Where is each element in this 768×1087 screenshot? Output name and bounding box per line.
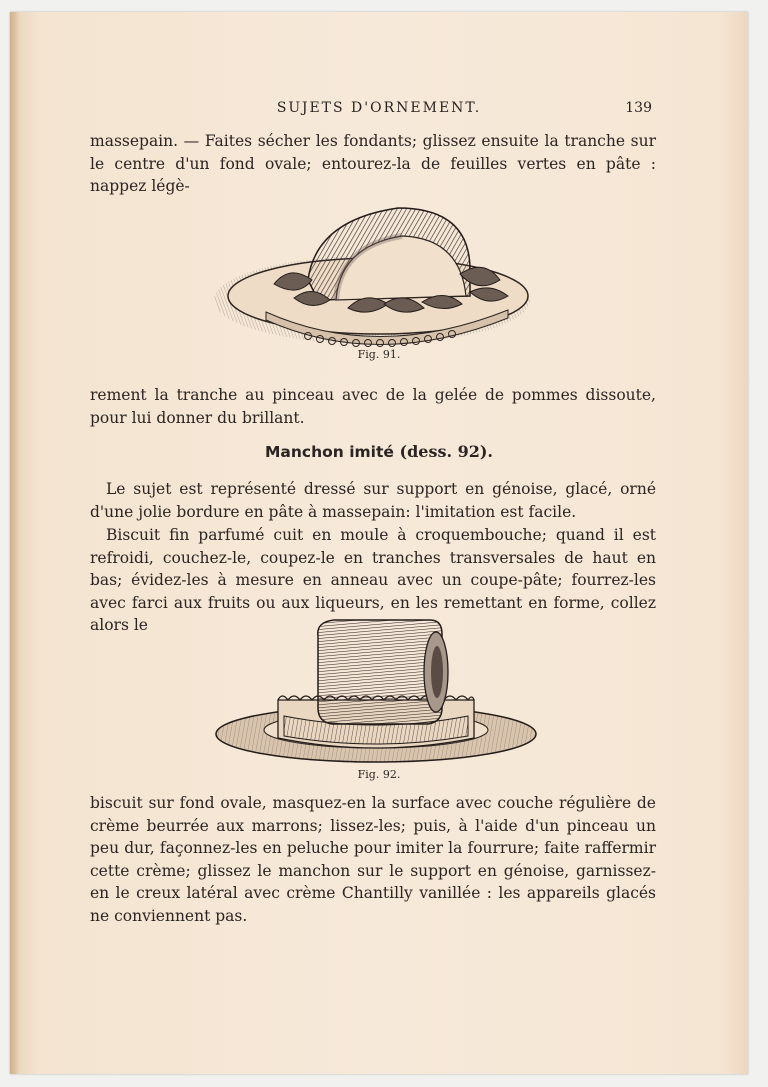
section-title: Manchon imité <box>265 443 394 461</box>
figure-92-caption: Fig. 92. <box>357 768 401 781</box>
paragraph-method: Biscuit fin parfumé cuit en moule à croquembouche; quand il est refroidi, couchez-le, coupez-le en tranches transversales de haut en bas; évidez-les à mesure en anneau avec un coupe-pâte; fourrez-les avec farci aux fruits ou aux liqueurs, en les remettant en forme, collez alors le <box>90 526 656 635</box>
page-spine-shadow <box>10 12 20 1074</box>
page-number: 139 <box>625 100 652 116</box>
book-page <box>10 12 748 1074</box>
paragraph-glaze: rement la tranche au pinceau avec de la gelée de pommes dissoute, pour lui donner du brillant. <box>90 386 656 427</box>
figure-91-illustration <box>208 200 530 358</box>
running-title: SUJETS D'ORNEMENT. <box>276 100 482 116</box>
paragraph-presentation: Le sujet est représenté dressé sur support en génoise, glacé, orné d'une jolie bordure en pâte à massepain: l'imitation est facile. <box>90 480 656 521</box>
section-heading <box>10 442 748 461</box>
paragraph-continued: massepain. — Faites sécher les fondants; glissez ensuite la tranche sur le centre d'un fond ovale; entourez-la de feuilles vertes en pâte : nappez légè- <box>90 132 656 196</box>
page-header <box>10 100 748 122</box>
section-figure-ref: (dess. 92). <box>399 442 493 461</box>
figure-91-caption: Fig. 91. <box>357 348 401 361</box>
paragraph-finishing: biscuit sur fond ovale, masquez-en la surface avec couche régulière de crème beurrée aux marrons; lissez-les; puis, à l'aide d'un pinceau un peu dur, façonnez-les en peluche pour imiter la fourrure; faite raffermir cette crème; glissez le manchon sur le support en génoise, garnissez-en le creux latéral avec crème Chantilly vanillée : les appareils glacés ne conviennent pas. <box>90 794 656 925</box>
figure-92-illustration <box>206 618 546 768</box>
